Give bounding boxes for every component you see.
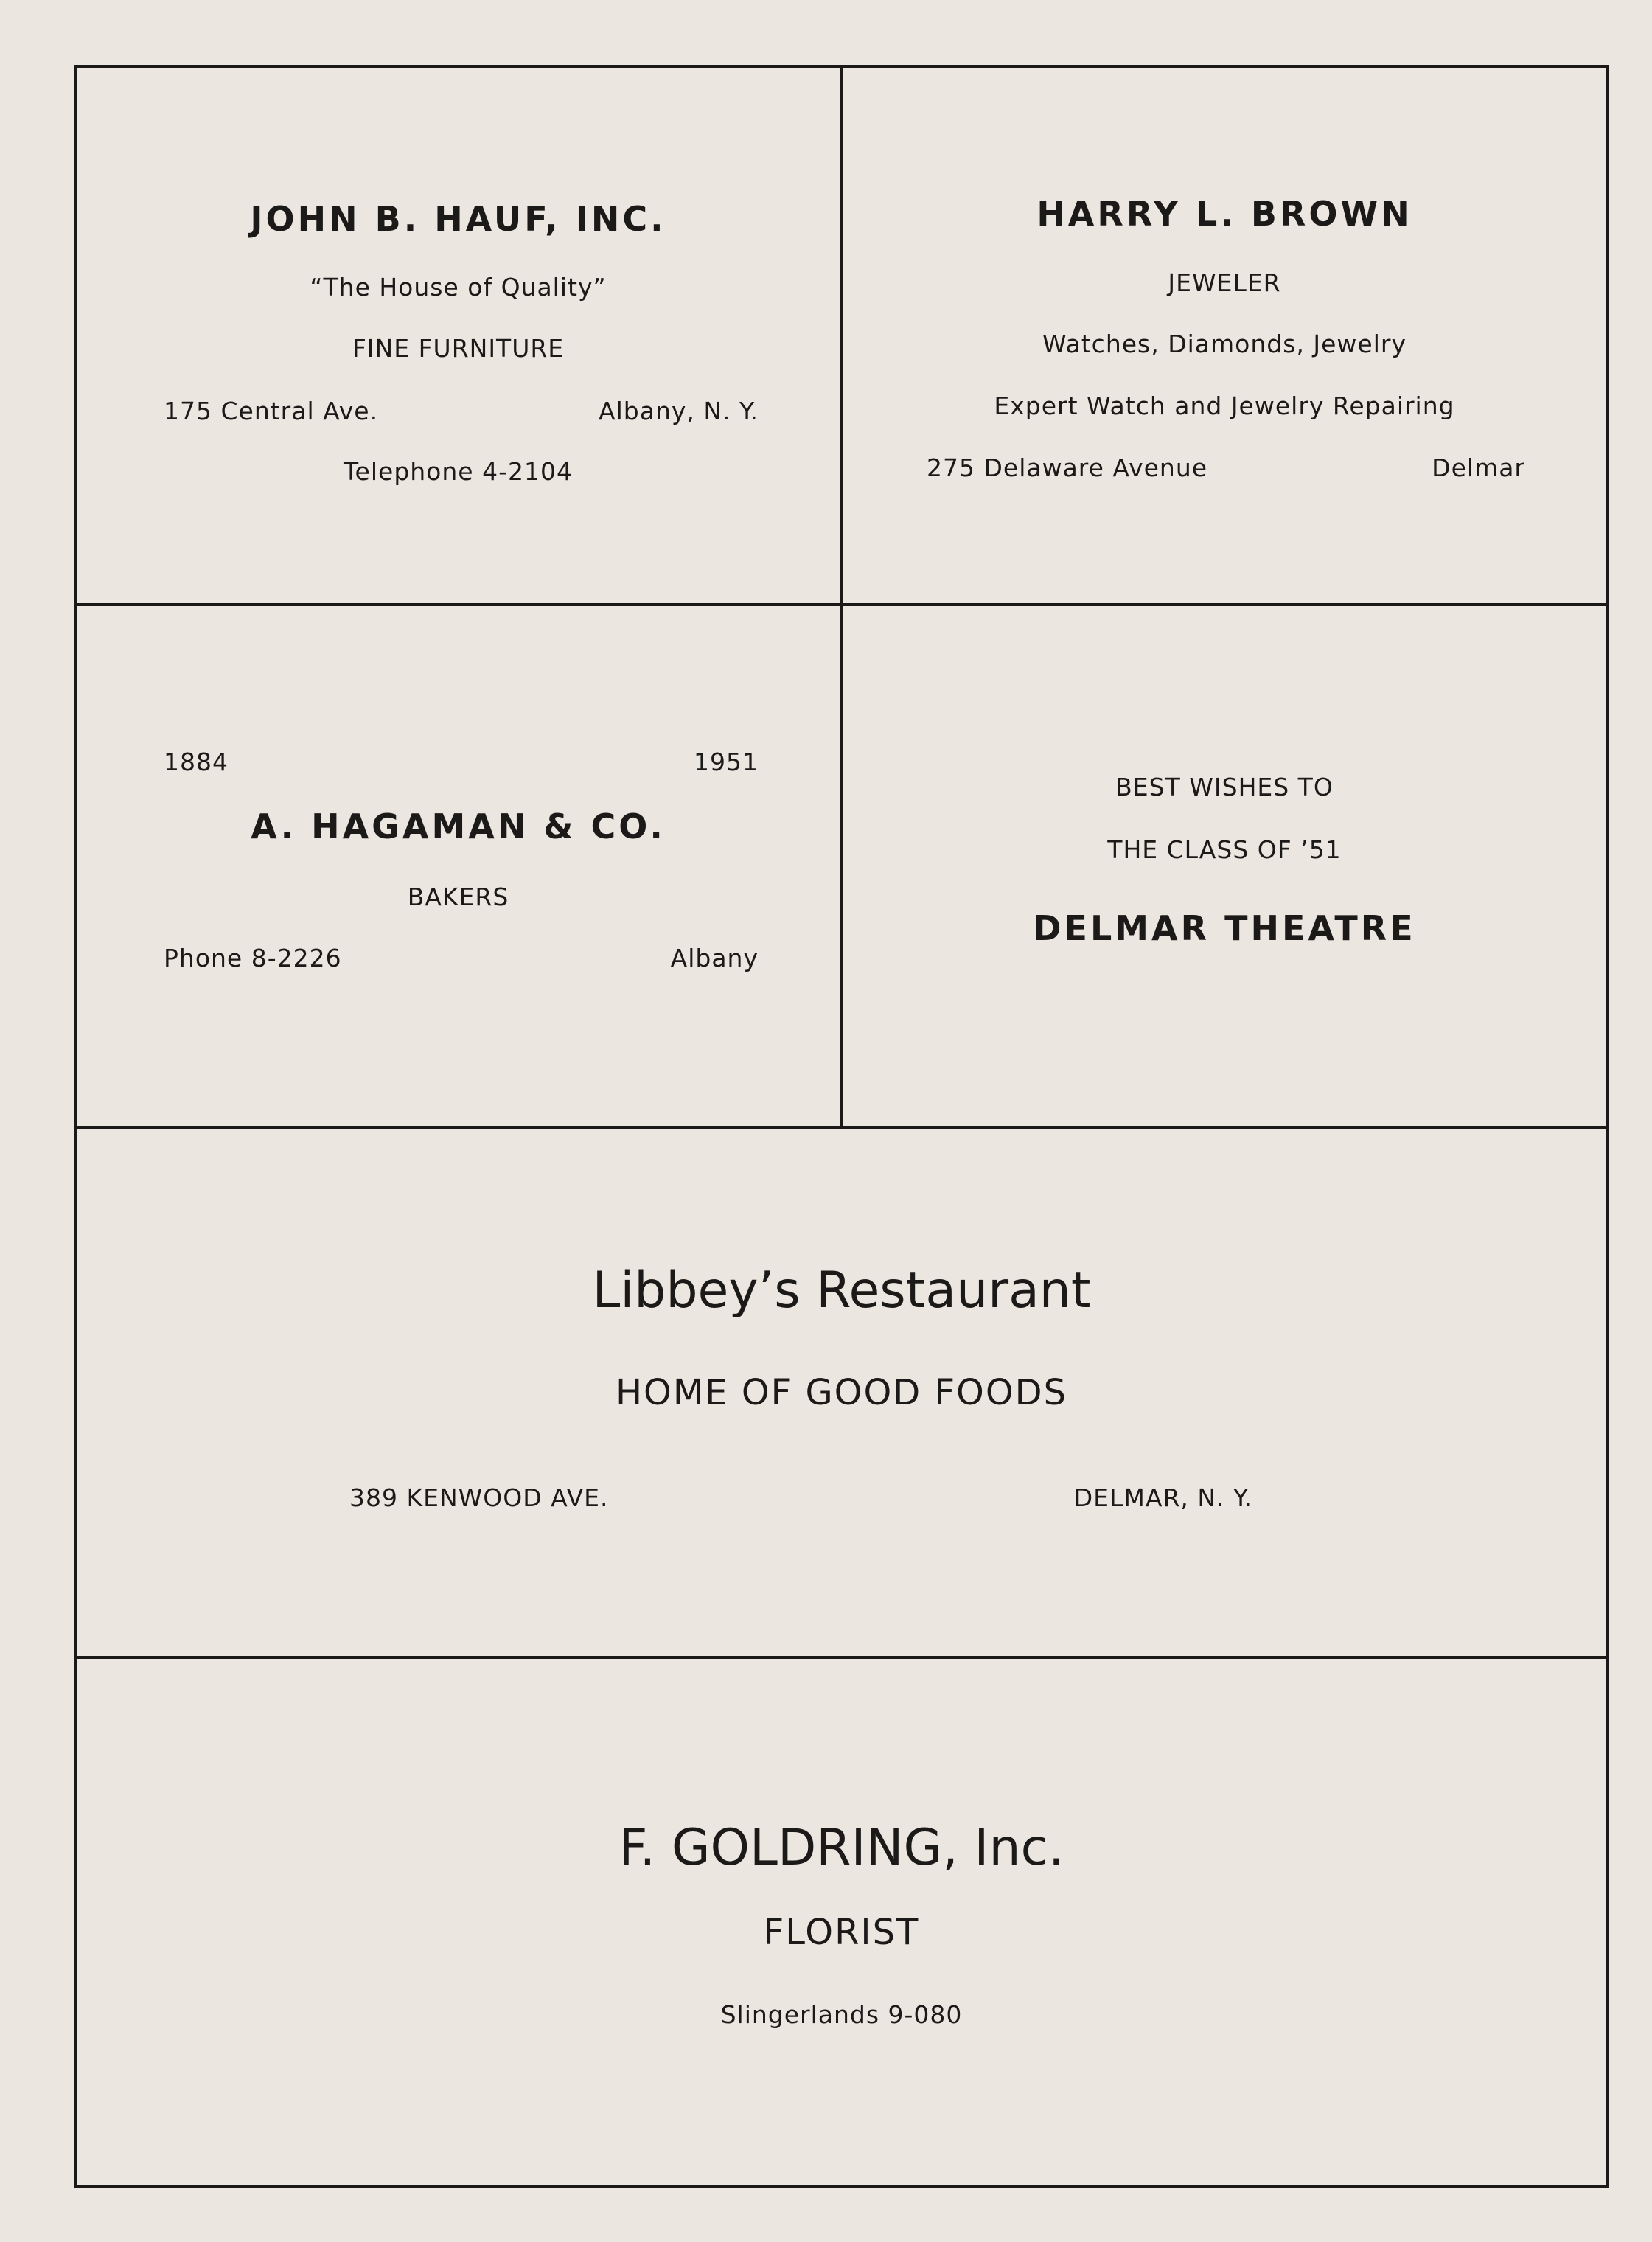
ad-address: 175 Central Ave. bbox=[164, 397, 379, 425]
ad-title: F. GOLDRING, Inc. bbox=[618, 1819, 1064, 1877]
ad-wish-line2: THE CLASS OF ’51 bbox=[1107, 835, 1342, 864]
ad-title: Libbey’s Restaurant bbox=[592, 1261, 1091, 1320]
ad-address: 389 KENWOOD AVE. bbox=[349, 1483, 609, 1512]
ad-title: HARRY L. BROWN bbox=[1036, 194, 1412, 234]
ad-city: Albany bbox=[670, 944, 759, 972]
ad-title: A. HAGAMAN & CO. bbox=[251, 807, 666, 846]
ad-wish-line1: BEST WISHES TO bbox=[1115, 773, 1334, 801]
ad-harry-l-brown bbox=[843, 68, 1606, 603]
ad-phone: Slingerlands 9-080 bbox=[720, 2000, 963, 2029]
ad-city: Albany, N. Y. bbox=[599, 397, 759, 425]
ad-libbeys-restaurant bbox=[77, 1129, 1606, 1656]
ad-address: 275 Delaware Avenue bbox=[927, 453, 1208, 482]
ad-service: Expert Watch and Jewelry Repairing bbox=[994, 391, 1455, 420]
ad-category: JEWELER bbox=[1168, 268, 1281, 297]
ad-delmar-theatre bbox=[843, 606, 1606, 1126]
ad-john-b-hauf bbox=[77, 68, 840, 603]
ad-city: DELMAR, N. Y. bbox=[1073, 1483, 1252, 1512]
ad-a-hagaman bbox=[77, 606, 840, 1126]
ad-items: Watches, Diamonds, Jewelry bbox=[1042, 330, 1407, 358]
ad-title: JOHN B. HAUF, INC. bbox=[250, 199, 666, 239]
ad-f-goldring bbox=[77, 1659, 1606, 2185]
ad-year-start: 1884 bbox=[164, 748, 229, 776]
ad-phone: Telephone 4-2104 bbox=[344, 457, 573, 486]
ad-category: BAKERS bbox=[407, 882, 509, 911]
ad-phone: Phone 8-2226 bbox=[164, 944, 342, 972]
ad-category: FLORIST bbox=[763, 1912, 920, 1953]
ad-slogan: “The House of Quality” bbox=[310, 273, 607, 302]
ad-title: DELMAR THEATRE bbox=[1033, 908, 1416, 948]
ad-category: FINE FURNITURE bbox=[352, 334, 565, 363]
ad-slogan: HOME OF GOOD FOODS bbox=[615, 1372, 1068, 1413]
ad-city: Delmar bbox=[1432, 453, 1525, 482]
ad-year-end: 1951 bbox=[694, 748, 759, 776]
